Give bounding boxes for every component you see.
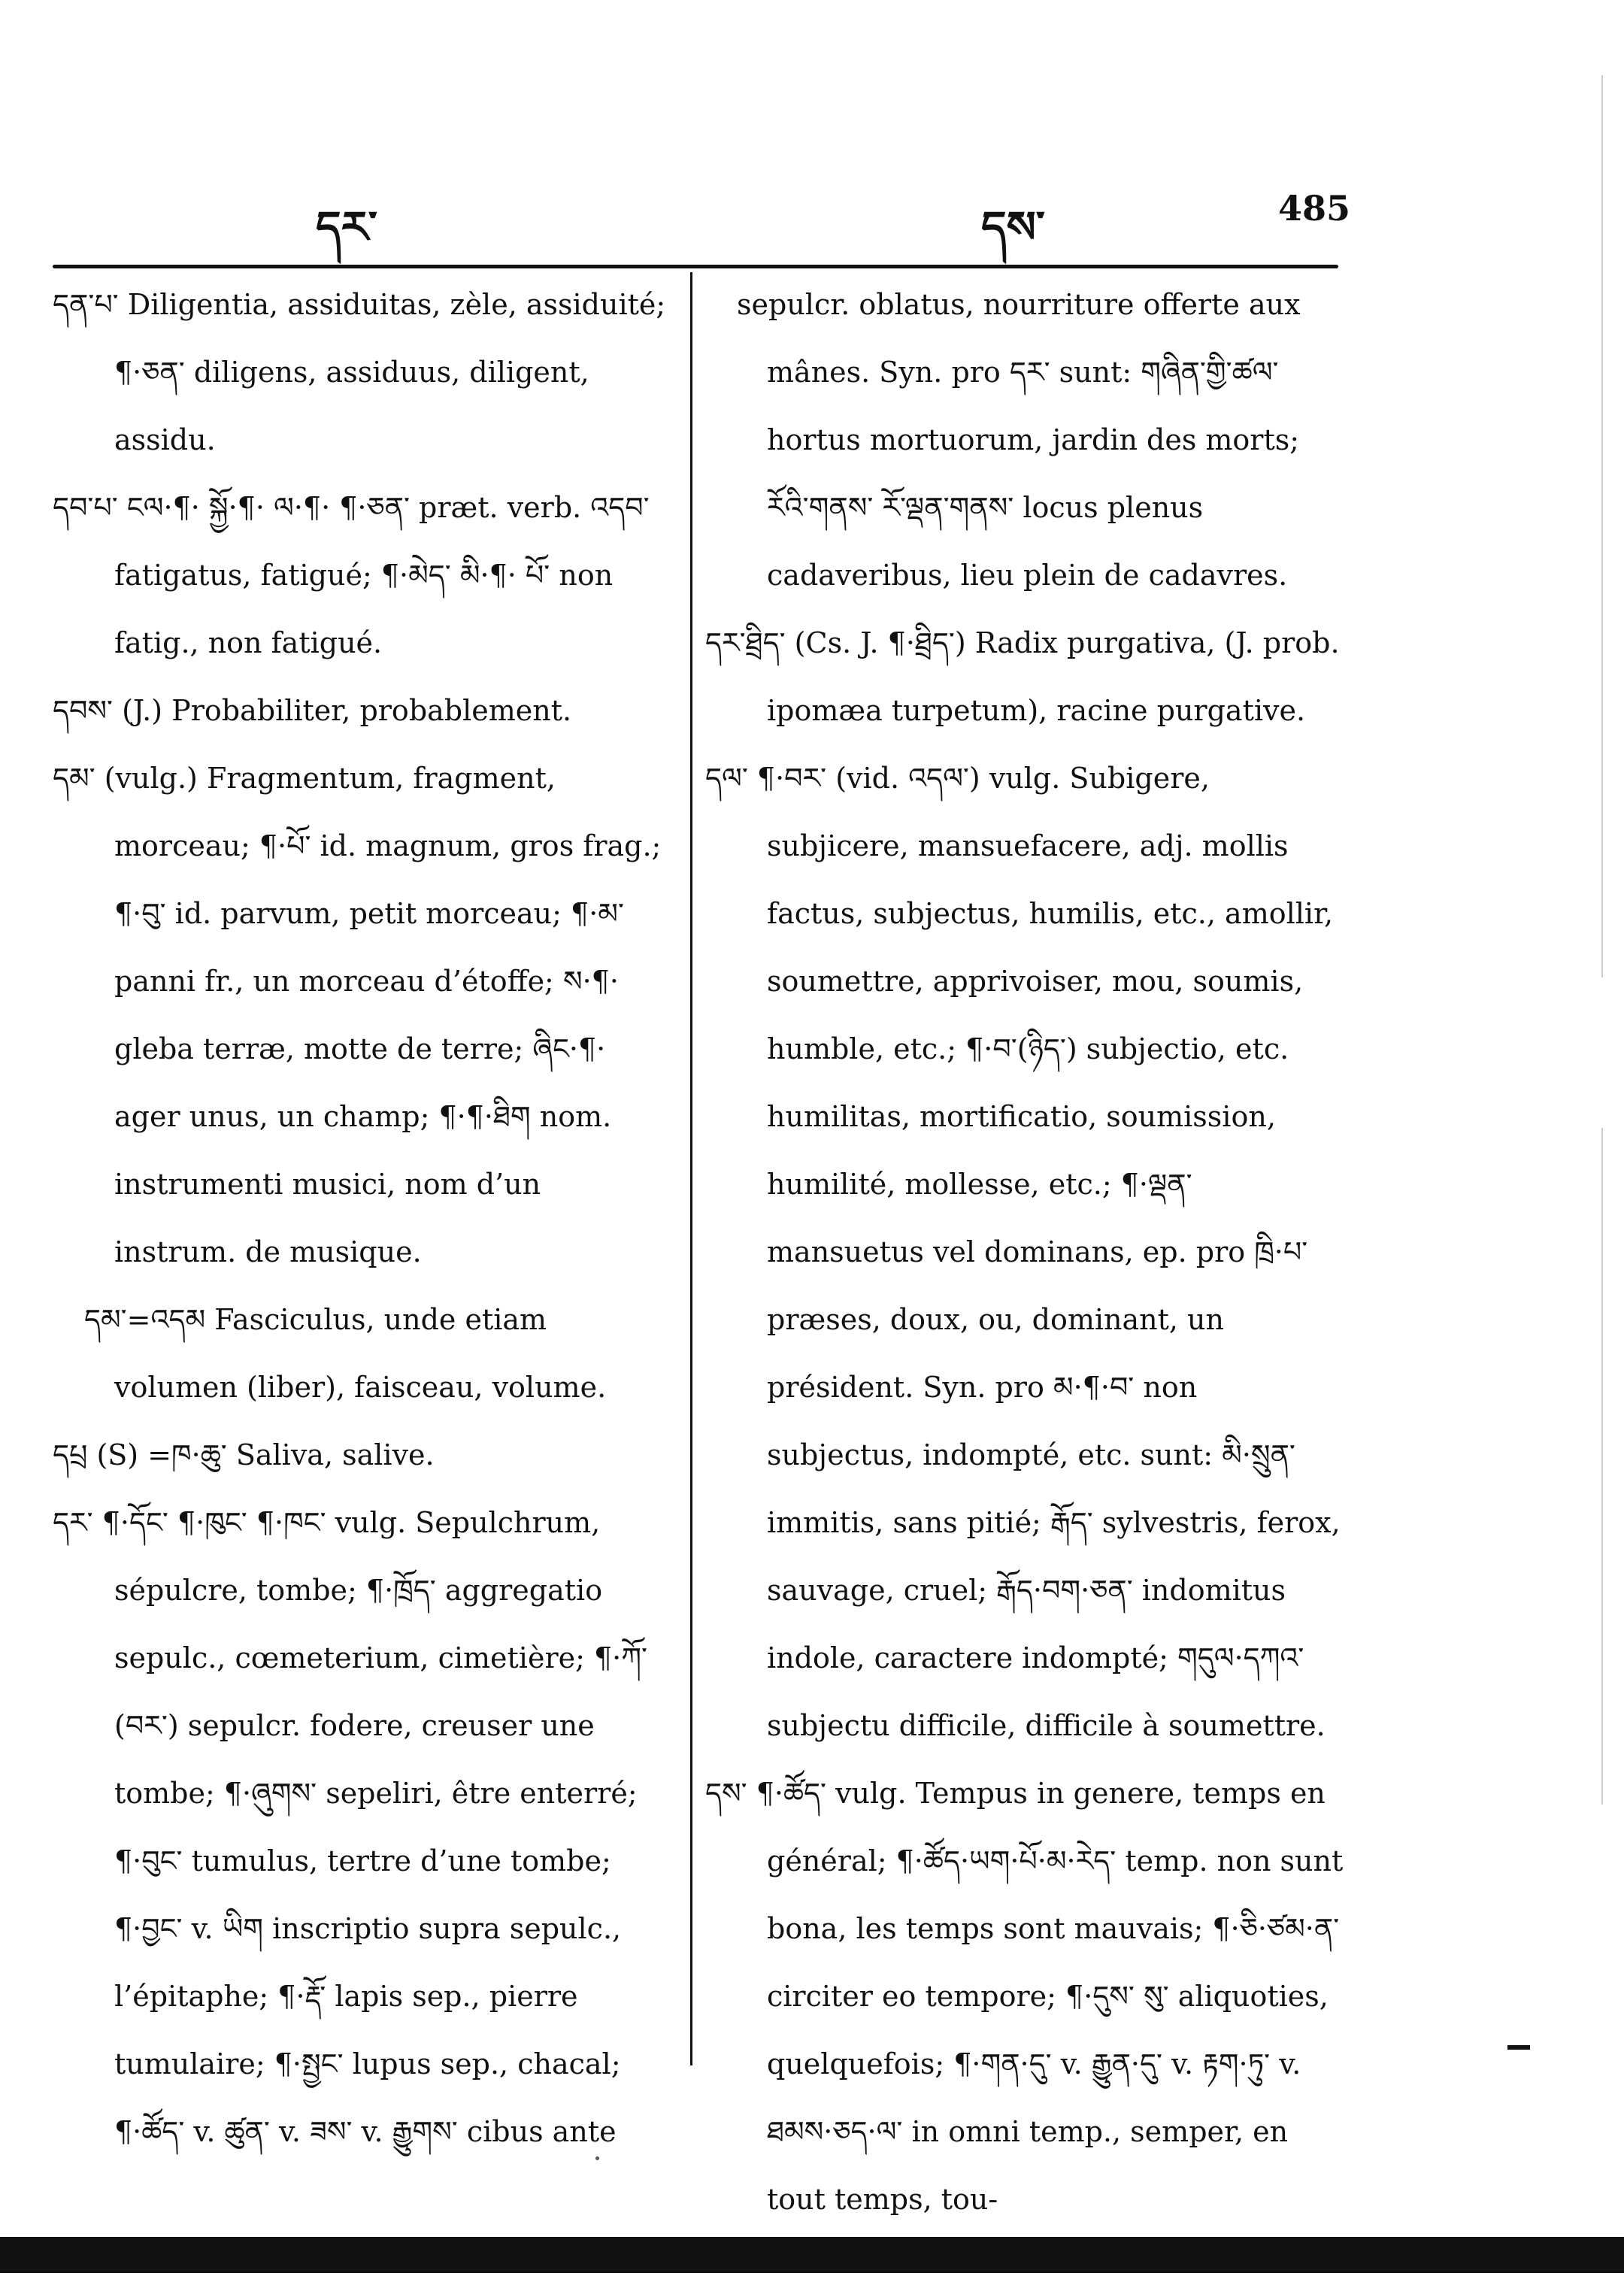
dictionary-entry: དབ་པ་ ངལ·¶· སྐྱོ·¶· ལ·¶· ¶·ཅན་ præt. verb. འདབ་ fatigatus, fatigué; ¶·མེད་ མི·¶· པོ་ non fatig., non fatigué. — [53, 491, 650, 659]
dictionary-entry: དམ་=འདམ Fasciculus, unde etiam volumen (liber), faisceau, volume. — [84, 1303, 607, 1404]
dictionary-entry: དཔྲ (S) =ཁ·ཆུ་ Saliva, salive. — [53, 1438, 435, 1471]
dictionary-entry: དམ་ (vulg.) Fragmentum, fragment, morceau; ¶·པོ་ id. magnum, gros frag.; ¶·བུ་ id. parvum, petit morceau; ¶·མ་ panni fr., un morceau d’étoffe; ས·¶· gleba terræ, motte de terre; ཞིང·¶· ager unus, un champ; ¶·¶·ཐིག nom. instrumenti musici, nom d’un instrum. de musique. — [53, 762, 662, 1268]
page-number: 485 — [1278, 188, 1351, 229]
dictionary-entry: དན་པ་ Diligentia, assiduitas, zèle, assiduité; ¶·ཅན་ diligens, assiduus, diligent, assidu. — [53, 288, 666, 456]
left-column — [53, 271, 669, 2165]
dictionary-entry: དས་ ¶·ཚོད་ vulg. Tempus in genere, temps en général; ¶·ཚོད·ཡག·པོ·མ·རེད་ temp. non sunt bona, les temps sont mauvais; ¶·ཅི·ཙམ·ན་ circiter eo tempore; ¶·དུས་ སུ་ aliquoties, quelquefois; ¶·གན·དུ་ v. རྒྱུན·དུ་ v. རྟག·ཏུ་ v. ཐམས·ཅད·ལ་ in omni temp., semper, en tout temps, tou- — [705, 1777, 1344, 2216]
header-rule — [53, 265, 1338, 268]
dictionary-entry: དབས་ (J.) Probabiliter, probablement. — [53, 694, 572, 727]
binding-gutter-marks — [1579, 30, 1624, 2248]
dictionary-entry: དར་ ¶·དོང་ ¶·ཁུང་ ¶·ཁང་ vulg. Sepulchrum, sépulcre, tombe; ¶·ཁྲོད་ aggregatio sepulc., cœmeterium, cimetière; ¶·ཀོ་(བར་) sepulcr. fodere, creuser une tombe; ¶·ཞུགས་ sepeliri, être enterré; ¶·བུང་ tumulus, tertre d’une tombe; ¶·བྱང་ v. ཡིག inscriptio supra sepulc., l’épitaphe; ¶·རྡོ་ lapis sep., pierre tumulaire; ¶·སྤྱང་ lupus sep., chacal; ¶·ཚོད་ v. ཚུན་ v. ཟས་ v. རྒྱུགས་ cibus ante — [53, 1506, 647, 2148]
right-column — [705, 271, 1344, 2233]
running-head-center: དས་ — [981, 202, 1045, 253]
column-divider — [690, 272, 692, 2065]
dictionary-entry-continued: sepulcr. oblatus, nourriture offerte aux mânes. Syn. pro དར་ sunt: གཞིན་གྱི་ཚལ་ hortus mortuorum, jardin des morts; རོའི་གནས་ རོ་ལྡན་གནས་ locus plenus cadaveribus, lieu plein de cadavres. — [737, 288, 1301, 592]
ink-speck — [595, 2156, 599, 2160]
running-head-left: དར་ — [316, 202, 377, 253]
dictionary-entry: དལ་ ¶·བར་ (vid. འདལ་) vulg. Subigere, subjicere, mansuefacere, adj. mollis factus, subjectus, humilis, etc., amollir, soumettre, apprivoiser, mou, soumis, humble, etc.; ¶·བ་(ཉིད་) subjectio, etc. humilitas, mortificatio, soumission, humilité, mollesse, etc.; ¶·ལྡན་ mansuetus vel dominans, ep. pro ཁྲི·པ་ præses, doux, ou, dominant, un président. Syn. pro མ·¶·བ་ non subjectus, indompté, etc. sunt: མི·སྲུན་ immitis, sans pitié; རྒོད་ sylvestris, ferox, sauvage, cruel; རྒོད·བག·ཅན་ indomitus indole, caractere indompté; གདུལ·དཀའ་ subjectu difficile, difficile à soumettre. — [705, 762, 1341, 1742]
scan-bottom-edge — [0, 2237, 1624, 2273]
margin-mark — [1507, 2045, 1530, 2050]
dictionary-entry: དར་ཐྲིད་ (Cs. J. ¶·ཐྲིད་) Radix purgativa, (J. prob. ipomæa turpetum), racine purgative. — [705, 626, 1340, 727]
